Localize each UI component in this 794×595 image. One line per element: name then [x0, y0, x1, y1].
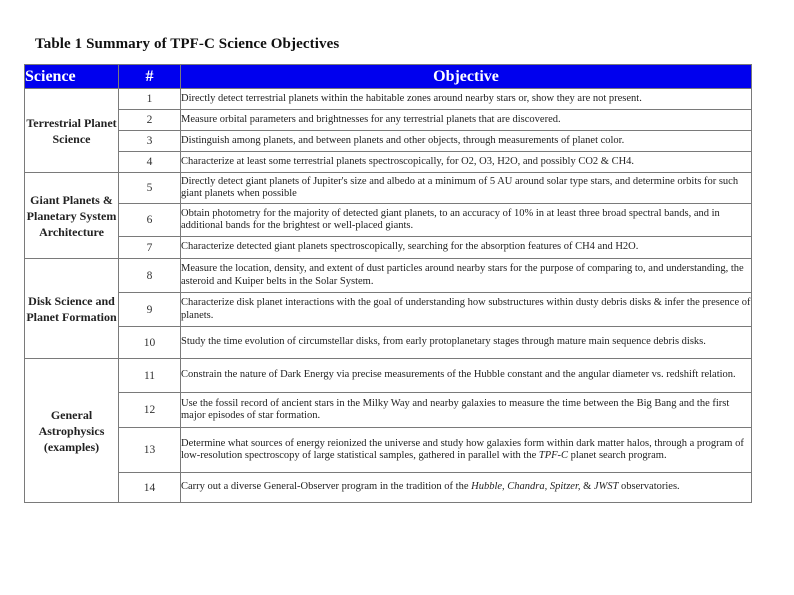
row-objective	[181, 428, 752, 473]
table-row	[25, 393, 752, 428]
row-number: 1	[119, 89, 181, 110]
row-number: 10	[119, 327, 181, 359]
science-objectives-table	[24, 64, 752, 503]
objective-text: Determine what sources of energy reionized the universe and study how galaxies form within dark matter halos, through a program of low-resolution spectroscopy of large statistical samples, gathered in parallel with the	[181, 437, 744, 461]
objective-text-end: observatories.	[618, 481, 680, 493]
table-row	[25, 293, 752, 327]
row-number: 13	[119, 428, 181, 473]
table-row	[25, 110, 752, 131]
row-objective: Study the time evolution of circumstellar disks, from early protoplanetary stages through mature main sequence debris disks.	[181, 327, 752, 359]
row-number: 14	[119, 473, 181, 503]
table-row	[25, 152, 752, 173]
row-number: 8	[119, 259, 181, 293]
table-row	[25, 359, 752, 393]
table-row	[25, 204, 752, 237]
table-row	[25, 89, 752, 110]
row-number: 7	[119, 237, 181, 259]
row-number: 9	[119, 293, 181, 327]
table-row	[25, 473, 752, 503]
objective-italic-2: JWST	[593, 481, 619, 493]
category-cell: General Astrophysics (examples)	[25, 359, 119, 503]
objective-text-mid: &	[580, 481, 594, 493]
table-row	[25, 237, 752, 259]
row-number: 2	[119, 110, 181, 131]
row-objective: Directly detect giant planets of Jupiter's size and albedo at a minimum of 5 AU around solar type stars, and determine orbits for such giant planets when possible	[181, 173, 752, 204]
row-number: 12	[119, 393, 181, 428]
row-objective: Constrain the nature of Dark Energy via precise measurements of the Hubble constant and the angular diameter vs. redshift relation.	[181, 359, 752, 393]
row-objective: Directly detect terrestrial planets within the habitable zones around nearby stars or, show they are not present.	[181, 89, 752, 110]
header-objective: Objective	[181, 65, 752, 89]
category-cell: Terrestrial Planet Science	[25, 89, 119, 173]
row-objective: Characterize detected giant planets spectroscopically, searching for the absorption features of CH4 and H2O.	[181, 237, 752, 259]
table-row	[25, 259, 752, 293]
objective-italic: TPF-C	[538, 450, 569, 461]
row-number: 6	[119, 204, 181, 237]
header-science: Science	[25, 65, 119, 89]
table-title: Table 1 Summary of TPF-C Science Objectives	[35, 36, 340, 52]
objective-text: Carry out a diverse General-Observer program in the tradition of the	[181, 481, 472, 493]
table-row	[25, 428, 752, 473]
row-number: 3	[119, 131, 181, 152]
row-objective: Distinguish among planets, and between planets and other objects, through measurements of planet color.	[181, 131, 752, 152]
row-objective: Obtain photometry for the majority of detected giant planets, to an accuracy of 10% in at least three broad spectral bands, and in additional bands for the brightest or well-placed giants.	[181, 204, 752, 237]
header-number: #	[119, 65, 181, 89]
row-objective: Measure orbital parameters and brightnesses for any terrestrial planets that are discovered.	[181, 110, 752, 131]
category-cell: Giant Planets & Planetary System Architecture	[25, 173, 119, 259]
row-number: 5	[119, 173, 181, 204]
row-objective: Characterize at least some terrestrial planets spectroscopically, for O2, O3, H2O, and possibly CO2 & CH4.	[181, 152, 752, 173]
row-objective: Measure the location, density, and extent of dust particles around nearby stars for the purpose of comparing to, and understanding, the asteroid and Kuiper belts in the Solar System.	[181, 259, 752, 293]
row-objective: Characterize disk planet interactions with the goal of understanding how substructures within dusty debris disks & infer the presence of planets.	[181, 293, 752, 327]
table-row	[25, 327, 752, 359]
row-objective: Use the fossil record of ancient stars in the Milky Way and nearby galaxies to measure the time between the Big Bang and the first major episodes of star formation.	[181, 393, 752, 428]
row-number: 11	[119, 359, 181, 393]
category-cell: Disk Science and Planet Formation	[25, 259, 119, 359]
table-row	[25, 131, 752, 152]
table-row	[25, 173, 752, 204]
objective-italic: Hubble, Chandra, Spitzer,	[471, 481, 581, 493]
row-objective	[181, 473, 752, 503]
row-number: 4	[119, 152, 181, 173]
objective-text-end: planet search program.	[568, 450, 667, 461]
table-header-row	[25, 65, 752, 89]
